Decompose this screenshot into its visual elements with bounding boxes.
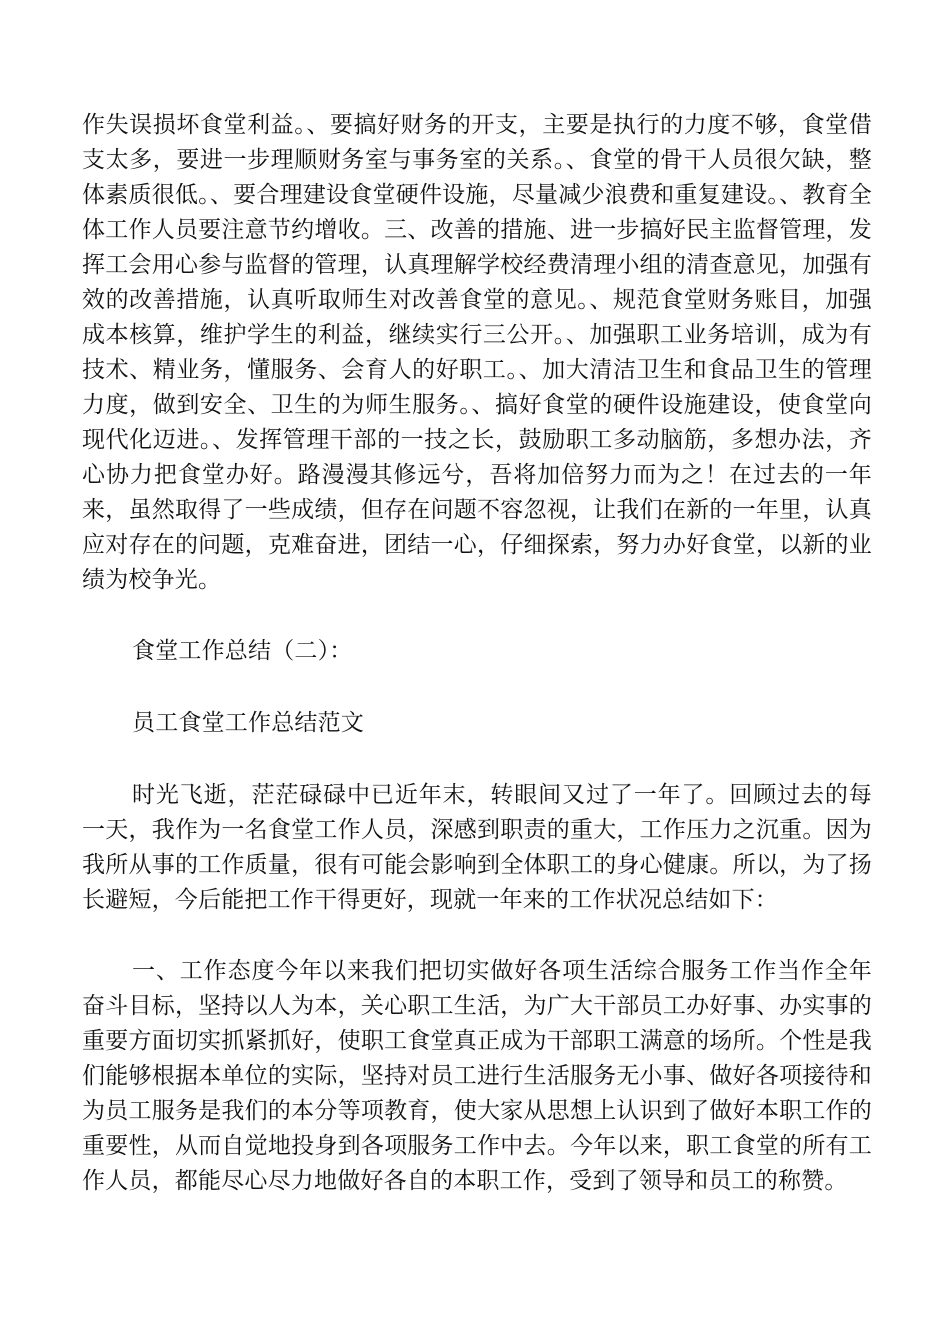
section-subtitle: 员工食堂工作总结范文 (132, 710, 364, 736)
section-heading-2: 食堂工作总结（二）： (132, 638, 353, 664)
document-page (82, 108, 872, 1199)
paragraph-1: 作失误损坏食堂利益。、要搞好财务的开支，主要是执行的力度不够，食堂借支太多，要进一步理顺财务室与事务室的关系。、食堂的骨干人员很欠缺，整体素质很低。、要合理建设食堂硬件设施，尽量减少浪费和重复建设。、教育全体工作人员要注意节约增收。三、改善的措施、进一步搞好民主监督管理，发挥工会用心参与监督的管理，认真理解学校经费清理小组的清查意见，加强有效的改善措施，认真听取师生对改善食堂的意见。、规范食堂财务账目，加强成本核算，维护学生的利益，继续实行三公开。、加强职工业务培训，成为有技术、精业务，懂服务、会育人的好职工。、加大清洁卫生和食品卫生的管理力度，做到安全、卫生的为师生服务。、搞好食堂的硬件设施建设，使食堂向现代化迈进。、发挥管理干部的一技之长，鼓励职工多动脑筋，多想办法，齐心协力把食堂办好。路漫漫其修远兮，吾将加倍努力而为之！在过去的一年来，虽然取得了一些成绩，但存在问题不容忽视，让我们在新的一年里，认真应对存在的问题，克难奋进，团结一心，仔细探索，努力办好食堂，以新的业绩为校争光。 (82, 112, 872, 593)
paragraph-3: 一、工作态度今年以来我们把切实做好各项生活综合服务工作当作全年奋斗目标，坚持以人为本，关心职工生活，为广大干部员工办好事、办实事的重要方面切实抓紧抓好，使职工食堂真正成为干部职工满意的场所。个性是我们能够根据本单位的实际，坚持对员工进行生活服务无小事、做好各项接待和为员工服务是我们的本分等项教育，使大家从思想上认识到了做好本职工作的重要性，从而自觉地投身到各项服务工作中去。今年以来，职工食堂的所有工作人员，都能尽心尽力地做好各自的本职工作，受到了领导和员工的称赞。 (82, 958, 872, 1194)
paragraph-2: 时光飞逝，茫茫碌碌中已近年末，转眼间又过了一年了。回顾过去的每一天，我作为一名食堂工作人员，深感到职责的重大，工作压力之沉重。因为我所从事的工作质量，很有可能会影响到全体职工的身心健康。所以，为了扬长避短，今后能把工作干得更好，现就一年来的工作状况总结如下： (82, 782, 872, 913)
